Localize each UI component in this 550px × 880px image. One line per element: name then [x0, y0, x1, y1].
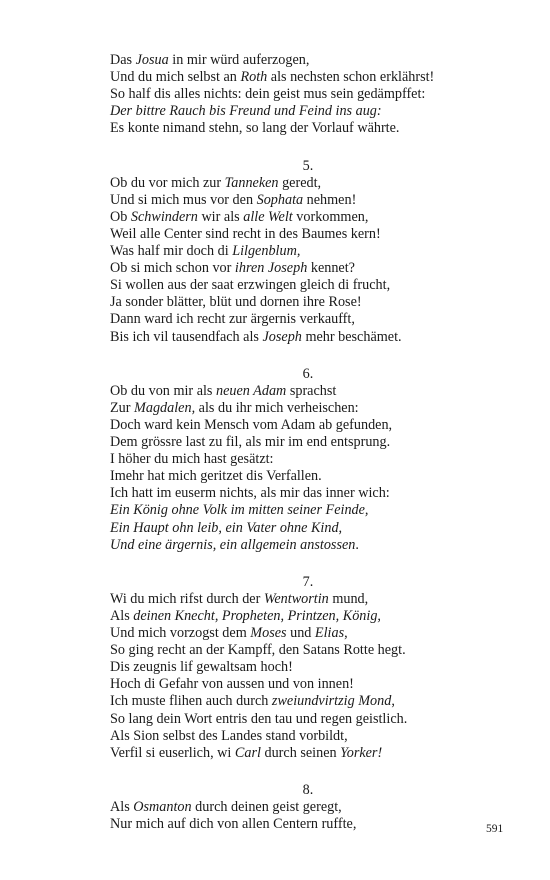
verse-line — [110, 52, 309, 69]
verse-line — [110, 520, 342, 537]
text-segment: in mir würd auferzogen, — [168, 52, 310, 68]
text-segment: und — [286, 625, 315, 641]
text-segment: als du ihr mich verheischen: — [195, 399, 359, 416]
italic-text: Ein König ohne Volk im mitten seiner Feinde, — [110, 502, 369, 519]
text-segment: Ich muste flihen auch durch — [110, 693, 272, 710]
text-segment: durch seinen — [260, 744, 341, 761]
verse-line — [110, 243, 300, 260]
verse-line — [110, 728, 348, 745]
italic-text: Magdalen, — [134, 399, 196, 416]
verse-line — [110, 485, 390, 502]
text-segment: Zur — [110, 399, 135, 416]
text-segment: Als Sion selbst des Landes stand vorbildt, — [110, 727, 348, 744]
text-segment: nehmen! — [303, 191, 357, 208]
italic-text: Wentwortin — [263, 590, 329, 607]
verse-line — [110, 451, 274, 468]
italic-text: Carl — [234, 744, 261, 761]
verse-line — [110, 260, 355, 277]
verse-line — [110, 434, 390, 451]
text-segment: Ob du von mir als — [110, 382, 217, 399]
verse-line — [110, 277, 390, 294]
text-segment: Imehr hat mich geritzet dis Verfallen. — [110, 468, 322, 485]
text-segment: . — [355, 536, 359, 553]
verse-line — [110, 86, 425, 103]
text-segment: Ob — [110, 208, 131, 225]
text-segment: wir als — [197, 208, 244, 225]
text-segment: sprachst — [286, 382, 337, 399]
verse-line — [110, 693, 395, 710]
verse-line — [110, 69, 434, 86]
italic-text: zweiundvirtzig Mond — [271, 693, 392, 710]
text-segment: Ich hatt im euserm nichts, als mir das inner wich: — [110, 485, 390, 502]
text-segment: Es konte nimand stehn, so lang der Vorlauf währte. — [110, 120, 400, 137]
text-segment: Hoch di Gefahr von aussen und von innen! — [110, 676, 354, 693]
verse-line — [110, 642, 406, 659]
text-segment: Nur mich auf dich von allen Centern ruffte, — [110, 816, 357, 832]
text-segment: Ob du vor mich zur — [110, 174, 225, 191]
italic-text: alle Welt — [243, 208, 293, 225]
text-segment: So lang dein Wort entris den tau und regen geistlich. — [110, 710, 408, 727]
verse-line — [110, 502, 368, 519]
text-segment: Verfil si euserlich, wi — [110, 744, 235, 761]
verse-line — [110, 400, 359, 417]
italic-text: ihren Joseph — [234, 260, 308, 277]
verse-line — [110, 799, 342, 816]
text-segment: , — [344, 625, 348, 641]
verse-line — [110, 192, 356, 209]
text-segment: geredt, — [278, 174, 322, 191]
page-number: 591 — [486, 823, 504, 835]
text-segment: als nechsten schon erklährst! — [267, 69, 435, 86]
text-segment: kennet? — [307, 260, 355, 277]
italic-text: Josua — [135, 52, 169, 68]
text-segment: , — [391, 693, 395, 710]
text-segment: vorkommen, — [292, 208, 369, 225]
verse-line — [110, 625, 348, 642]
text-segment: mehr beschämet. — [301, 328, 402, 345]
text-segment: Das — [110, 52, 136, 68]
text-segment: mund, — [328, 590, 369, 607]
text-segment: Ob si mich schon vor — [110, 260, 235, 277]
text-segment: So half dis alles nichts: dein geist mus sein gedämpffet: — [110, 86, 426, 103]
verse-line — [110, 711, 407, 728]
verse-line — [110, 226, 381, 243]
italic-text: Sophata — [256, 191, 304, 208]
verse-line — [110, 591, 368, 608]
text-segment: Dann ward ich recht zur ärgernis verkaufft, — [110, 311, 355, 328]
verse-line — [110, 608, 381, 625]
text-segment: durch deinen geist geregt, — [191, 798, 342, 815]
text-segment: Als — [110, 798, 134, 815]
verse-line — [110, 103, 382, 120]
verse-line — [110, 383, 336, 400]
italic-text: Lilgenblum, — [232, 243, 301, 259]
text-segment: Und si mich mus vor den — [110, 191, 257, 208]
text-segment: Dem grössre last zu fil, als mir im end entsprung. — [110, 434, 391, 450]
italic-text: Tanneken — [224, 174, 279, 191]
text-segment: Und mich vorzogst dem — [110, 625, 251, 641]
verse-line — [110, 745, 382, 762]
italic-text: Yorker! — [340, 744, 383, 761]
text-segment: So ging recht an der Kampff, den Satans Rotte hegt. — [110, 642, 406, 659]
text-segment: Was half mir doch di — [110, 243, 233, 259]
text-segment: Doch ward kein Mensch vom Adam ab gefunden, — [110, 416, 393, 433]
verse-line — [110, 417, 392, 434]
stanza-number: 6. — [302, 365, 314, 382]
verse-line — [110, 294, 362, 311]
verse-line — [110, 676, 354, 693]
text-segment: Ja sonder blätter, blüt und dornen ihre Rose! — [110, 294, 362, 311]
italic-text: neuen Adam — [216, 382, 287, 399]
verse-line — [110, 175, 321, 192]
text-segment: Bis ich vil tausendfach als — [110, 328, 263, 345]
verse-line — [110, 468, 322, 485]
text-segment: Dis zeugnis lif gewaltsam hoch! — [110, 659, 293, 676]
italic-text: Roth — [240, 69, 268, 86]
text-segment: Weil alle Center sind recht in des Baumes kern! — [110, 225, 381, 242]
text-segment: I höher du mich hast gesätzt: — [110, 451, 274, 468]
verse-line — [110, 120, 399, 137]
italic-text: Und eine ärgernis, ein allgemein anstossen — [110, 536, 356, 553]
text-segment: Wi du mich rifst durch der — [110, 590, 264, 607]
italic-text: Ein Haupt ohn leib, ein Vater ohne Kind, — [110, 519, 343, 536]
verse-line — [110, 311, 355, 328]
italic-text: Elias — [314, 625, 345, 641]
stanza-number: 8. — [302, 781, 314, 798]
text-segment: Als — [110, 607, 134, 624]
verse-line — [110, 209, 368, 226]
italic-text: Der bittre Rauch bis Freund und Feind ins aug: — [110, 103, 382, 120]
italic-text: Moses — [250, 625, 287, 641]
verse-line — [110, 659, 293, 676]
verse-line — [110, 537, 359, 554]
italic-text: deinen Knecht, Propheten, Printzen, König, — [133, 607, 381, 624]
stanza-number: 5. — [302, 157, 314, 174]
stanza-number: 7. — [302, 573, 314, 590]
verse-line — [110, 816, 356, 833]
text-segment: Si wollen aus der saat erzwingen gleich di frucht, — [110, 277, 391, 294]
italic-text: Schwindern — [130, 208, 198, 225]
verse-line — [110, 329, 402, 346]
italic-text: Osmanton — [133, 798, 192, 815]
text-segment: Und du mich selbst an — [110, 69, 241, 86]
italic-text: Joseph — [262, 328, 302, 345]
